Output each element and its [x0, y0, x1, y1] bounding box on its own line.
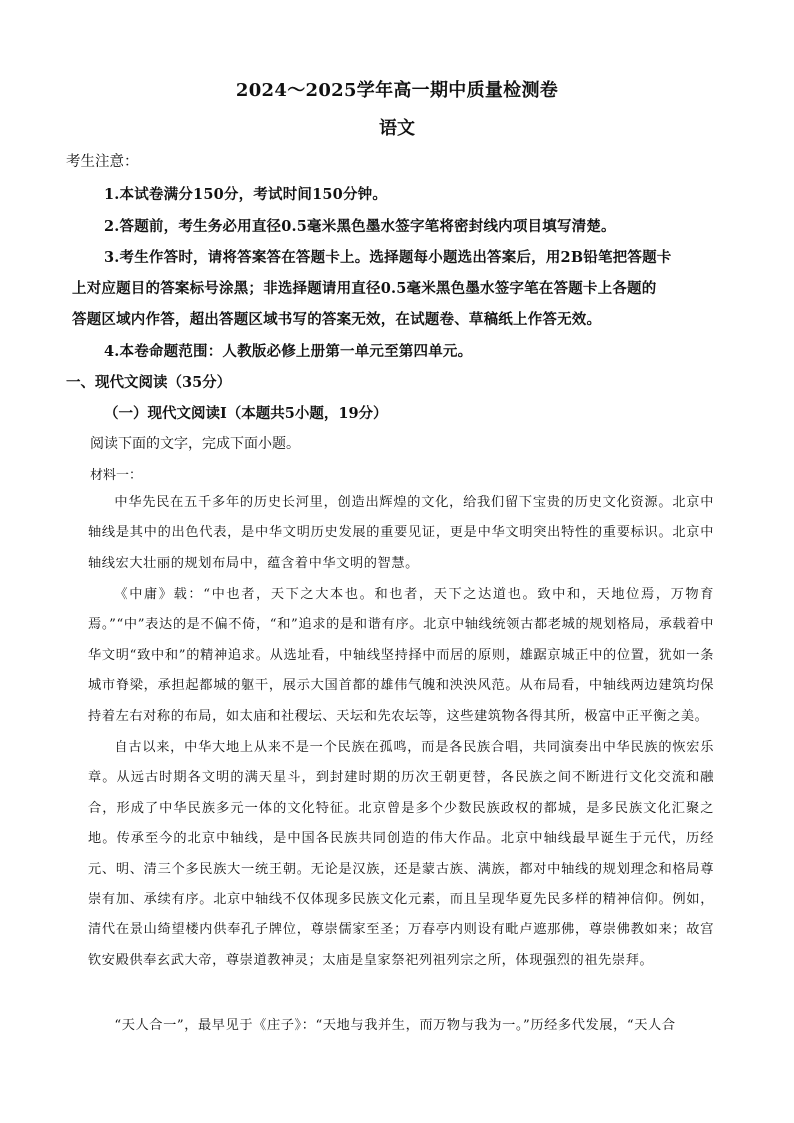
notice-item-3-cont1: 上对应题目的答案标号涂黑；非选择题请用直径0.5毫米黑色墨水签字笔在答题卡上各题的 [72, 280, 657, 297]
reading-instruction: 阅读下面的文字，完成下面小题。 [90, 436, 300, 452]
subject-title: 语文 [379, 118, 415, 139]
notice-item-2: 2.答题前，考生务必用直径0.5毫米黑色墨水签字笔将密封线内项目填写清楚。 [104, 218, 616, 235]
paragraph-4: “天人合一”，最早见于《庄子》：“天地与我并生，而万物与我为一。”历经多代发展，“天人合 [114, 1018, 676, 1033]
notice-item-1: 1.本试卷满分150分，考试时间150分钟。 [104, 186, 388, 203]
notice-heading: 考生注意： [66, 154, 139, 170]
exam-title: 2024～2025学年高一期中质量检测卷 [235, 80, 559, 101]
subsection-heading: （一）现代文阅读Ⅰ（本题共5小题，19分） [104, 405, 388, 422]
paragraph-2: 《中庸》载：“中也者，天下之大本也。和也者，天下之达道也。致中和，天地位焉，万物育焉。”“中”表达的是不偏不倚，“和”追求的是和谐有序。北京中轴线统领古都老城的规划格局，承载着中华文明“致中和”的精神追求。从选址看，中轴线坚持择中而居的原则，雄踞京城正中的位置，犹如一条城市脊梁，承担起都城的躯干，展示大国首都的雄伟气魄和泱泱风范。从布局看，中轴线两边建筑均保持着左右对称的布局，如太庙和社稷坛、天坛和先农坛等，这些建筑物各得其所，极富中正平衡之美。 [88, 587, 714, 724]
notice-item-3: 3.考生作答时，请将答案答在答题卡上。选择题每小题选出答案后，用2B铅笔把答题卡 [104, 249, 672, 266]
section-heading: 一、现代文阅读（35分） [66, 374, 232, 391]
paragraph-3: 自古以来，中华大地上从来不是一个民族在孤鸣，而是各民族合唱，共同演奏出中华民族的恢宏乐章。从远古时期各文明的满天星斗，到封建时期的历次王朝更替，各民族之间不断进行文化交流和融合，形成了中华民族多元一体的文化特征。北京曾是多个少数民族政权的都城，是多民族文化汇聚之地。传承至今的北京中轴线，是中国各民族共同创造的伟大作品。北京中轴线最早诞生于元代，历经元、明、清三个多民族大一统王朝。无论是汉族，还是蒙古族、满族，都对中轴线的规划理念和格局尊崇有加、承续有序。北京中轴线不仅体现多民族文化元素，而且呈现华夏先民多样的精神信仰。例如，清代在景山绮望楼内供奉孔子牌位，尊崇儒家至圣；万春亭内则设有毗卢遮那佛，尊崇佛教如来；故宫钦安殿供奉玄武大帝，尊崇道教神灵；太庙是皇家祭祀列祖列宗之所，体现强烈的祖先崇拜。 [88, 740, 714, 968]
paragraph-1: 中华先民在五千多年的历史长河里，创造出辉煌的文化，给我们留下宝贵的历史文化资源。北京中轴线是其中的出色代表，是中华文明历史发展的重要见证，更是中华文明突出特性的重要标识。北京中轴线宏大壮丽的规划布局中，蕴含着中华文明的智慧。 [88, 495, 714, 571]
material-label: 材料一： [90, 468, 143, 483]
notice-item-3-cont2: 答题区域内作答，超出答题区域书写的答案无效，在试题卷、草稿纸上作答无效。 [72, 311, 602, 328]
notice-item-4: 4.本卷命题范围：人教版必修上册第一单元至第四单元。 [104, 343, 473, 360]
